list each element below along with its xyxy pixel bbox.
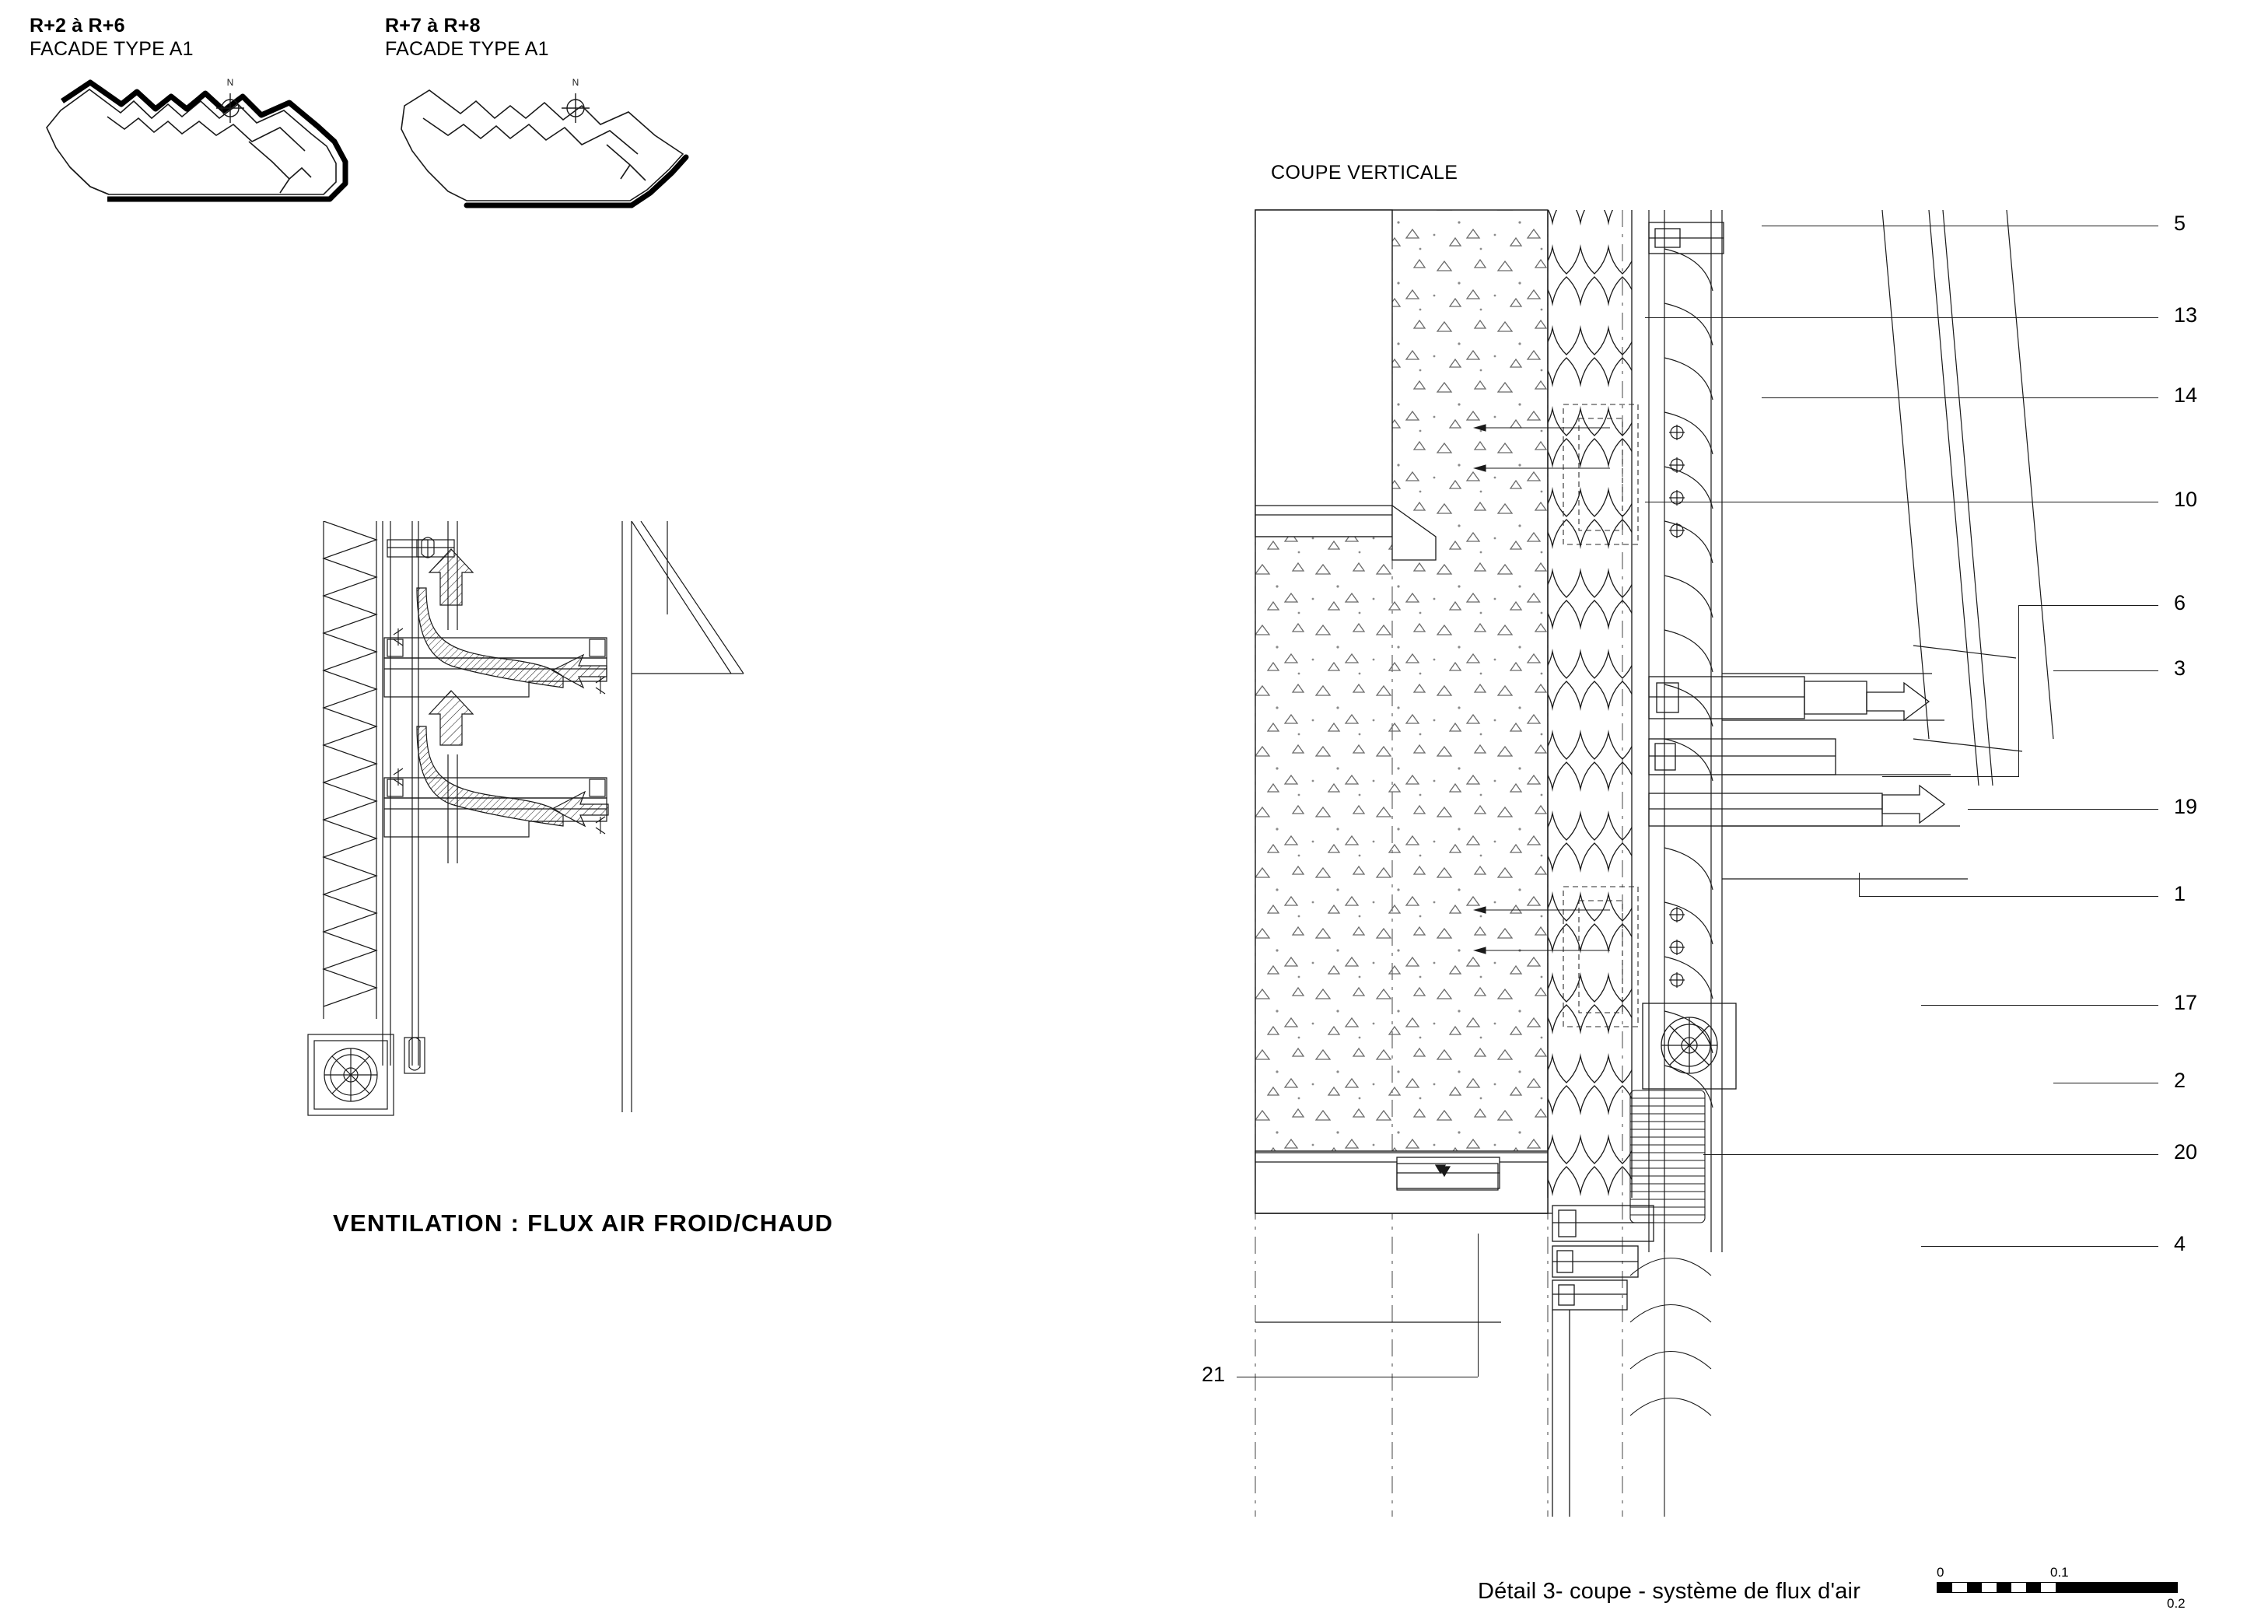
callout-2: 2 (2174, 1069, 2186, 1092)
callout-4: 4 (2174, 1232, 2186, 1255)
leader-line-1 (1859, 896, 2158, 897)
callout-6: 6 (2174, 591, 2186, 614)
ventilation-detail-drawing (296, 521, 918, 1143)
keyplan-2-line2: FACADE TYPE A1 (385, 38, 549, 60)
callout-21: 21 (1202, 1363, 1226, 1386)
callout-14: 14 (2174, 383, 2198, 407)
keyplan-2-figure (373, 70, 716, 249)
keyplan-2-line1: R+7 à R+8 (385, 15, 481, 37)
leader-line-1-drop (1859, 873, 1860, 896)
callout-3: 3 (2174, 656, 2186, 680)
leader-line-4 (1921, 1246, 2158, 1247)
keyplan-1-line1: R+2 à R+6 (30, 15, 125, 37)
leader-line-17 (1921, 1005, 2158, 1006)
callout-1: 1 (2174, 882, 2186, 905)
leader-line-6-drop (2018, 605, 2019, 776)
ventilation-caption: VENTILATION : FLUX AIR FROID/CHAUD (333, 1209, 834, 1237)
callout-17: 17 (2174, 991, 2198, 1014)
callout-10: 10 (2174, 488, 2198, 511)
keyplan-1-figure (16, 70, 373, 249)
vertical-section-drawing (1244, 194, 2162, 1532)
leader-line-21-riser (1478, 1234, 1479, 1377)
keyplan-2-title (385, 14, 549, 61)
callout-19: 19 (2174, 795, 2198, 818)
keyplan-1-north-label: N (226, 77, 234, 88)
leader-line-19 (1968, 809, 2158, 810)
keyplan-2-north-label: N (572, 77, 579, 88)
scale-mid-label: 0.1 (2050, 1565, 2069, 1580)
leader-line-6 (2018, 605, 2158, 606)
keyplan-1-line2: FACADE TYPE A1 (30, 38, 194, 60)
scale-bar-solid-half (2058, 1583, 2177, 1592)
callout-20: 20 (2174, 1140, 2198, 1164)
scale-bar (1937, 1565, 2186, 1611)
leader-line-6-foot (1882, 776, 2019, 777)
scale-end-label: 0.2 (2167, 1596, 2186, 1611)
section-label: COUPE VERTICALE (1271, 162, 1458, 184)
leader-line-14 (1762, 397, 2158, 398)
callout-5: 5 (2174, 212, 2186, 235)
scale-start-label: 0 (1937, 1565, 1944, 1580)
keyplan-1-title (30, 14, 194, 61)
leader-line-20 (1703, 1154, 2158, 1155)
detail-title: Détail 3- coupe - système de flux d'air (1478, 1579, 1861, 1604)
callout-13: 13 (2174, 303, 2198, 327)
scale-bar-graphic (1937, 1582, 2178, 1593)
leader-line-13 (1645, 317, 2158, 318)
leader-line-3 (2053, 670, 2158, 671)
